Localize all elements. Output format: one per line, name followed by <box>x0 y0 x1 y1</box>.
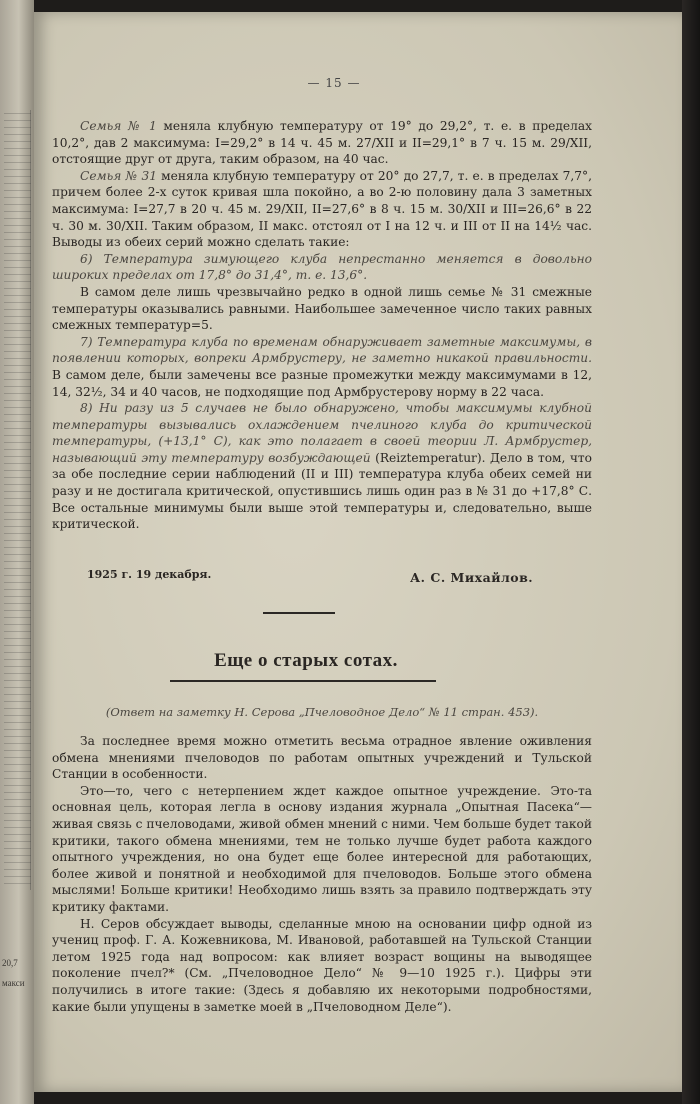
paragraph <box>52 118 592 168</box>
paragraph-text: В самом деле, были замечены все разные промежутки между максимумами в 12, 14, 32½, 34 и 40 часов, не подходящие под Армбрустерову норму в 22 часа. <box>52 367 592 399</box>
date-line: 1925 г. 19 декабря. <box>87 568 212 581</box>
italic-lead: 6) Температура зимующего клуба непрестанно меняется в довольно широких пределах от 17,8° до 31,4°, т. е. 13,6°. <box>52 251 592 283</box>
section-divider <box>263 612 335 614</box>
page-edge-shadow <box>682 0 700 1104</box>
paragraph-text: В самом деле лишь чрезвычайно редко в одной лишь семье № 31 смежные температуры оказывались равными. Наибольшее замеченное число таких равных смежных температур=5. <box>52 284 592 333</box>
paragraph <box>52 168 592 251</box>
paragraph: За последнее время можно отметить весьма отрадное явление оживления обмена мнениями пчеловодов по работам опытных учреждений и Тульской Станции в особенности. <box>52 734 592 782</box>
adjacent-page-fragment: макси <box>2 978 25 988</box>
paragraph-text: меняла клубную температуру от 20° до 27,7, т. е. в пределах 7,7°, причем более 2-х суток кривая шла покойно, а во 2-ю половину дала 3 заметных максимума: I=27,7 в 20 ч. 45 м. 29/XII, II=27,6° в 8 ч. 15 м. 30/XII и III=26,6° в 22 ч. 30 м. 30/XII. Таким образом, II макс. отстоял от I на 12 ч. и III от II на 14½ час. Выводы из обеих серий можно сделать такие: <box>52 168 593 250</box>
section-subtitle: (Ответ на заметку Н. Серова „Пчеловодное Дело“ № 11 стран. 453). <box>105 705 539 719</box>
section-2-body <box>52 733 592 1015</box>
paragraph: Это—то, чего с нетерпением ждет каждое опытное учреждение. Это-та основная цель, которая легла в основу издания журнала „Опытная Пасека“—живая связь с пчеловодами, живой обмен мнений с ними. Чем больше будет такой критики, такого обмена мнениями, тем не только лучше будет работа каждого опытного учреждения, но она будет еще более интересной для работающих, более живой и понятной и необходимой для пчеловодов. Больше этого обмена мыслями! Больше критики! Необходимо лишь взять за правило подтверждать эту критику фактами. <box>52 783 592 914</box>
paragraph <box>52 400 592 533</box>
author-signature: А. С. Михайлов. <box>410 570 534 585</box>
italic-lead: 8) Ни разу из 5 случаев не было обнаружено, чтобы максимумы клубной температуры вызывались охлаждением пчелиного клуба до критической температуры, (+13,1° C), как это полагает в своей теории Л. Армбрустер, называющий эту температуру возбуждающей <box>52 401 592 465</box>
paragraph <box>52 251 592 284</box>
paragraph <box>52 284 592 334</box>
adjacent-table-edge <box>4 110 31 890</box>
italic-lead: 7) Температура клуба по временам обнаруживает заметные максимумы, в появлении которых, вопреки Армбрустеру, не заметно никакой правильности. <box>52 334 592 366</box>
paragraph-text: (Reiztemperatur). Дело в том, что за обе последние серии наблюдений (II и III) температура клуба обеих семей ни разу и не достигала критической, опустившись лишь один раз в № 31 до +17,8° С. Все остальные минимумы были выше этой температуры и, следовательно, выше критической. <box>52 450 592 532</box>
italic-lead: Семья № 31 <box>80 168 157 183</box>
paragraph-text: меняла клубную температуру от 19° до 29,2°, т. е. в пределах 10,2°, дав 2 максимума: I=29,2° в 14 ч. 45 м. 27/XII и II=29,1° в 7 ч. 15 м. 29/XII, отстоящие друг от друга, таким образом, на 40 час. <box>52 119 592 167</box>
adjacent-page-strip <box>0 0 34 1104</box>
paragraph <box>52 334 592 400</box>
section-1-body <box>52 118 592 533</box>
italic-lead: Семья № 1 <box>80 119 157 133</box>
paragraph: Н. Серов обсуждает выводы, сделанные мною на основании цифр одной из учениц проф. Г. А. Кожевникова, М. Ивановой, работавшей на Тульской Станции летом 1925 года над вопросом: как влияет возраст вощины на выводящее поколение пчел?* (См. „Пчеловодное Дело“ № 9—10 1925 г.). Цифры эти получились в итоге такие: (Здесь я добавляю их некоторыми подробностями, какие были упущены в заметке моей в „Пчеловодном Деле“). <box>52 916 592 1014</box>
section-title: Еще о старых сотах. <box>214 650 398 671</box>
adjacent-page-fragment: 20,7 <box>2 958 18 968</box>
title-underline <box>170 680 436 682</box>
page-number: — 15 — <box>307 76 361 90</box>
